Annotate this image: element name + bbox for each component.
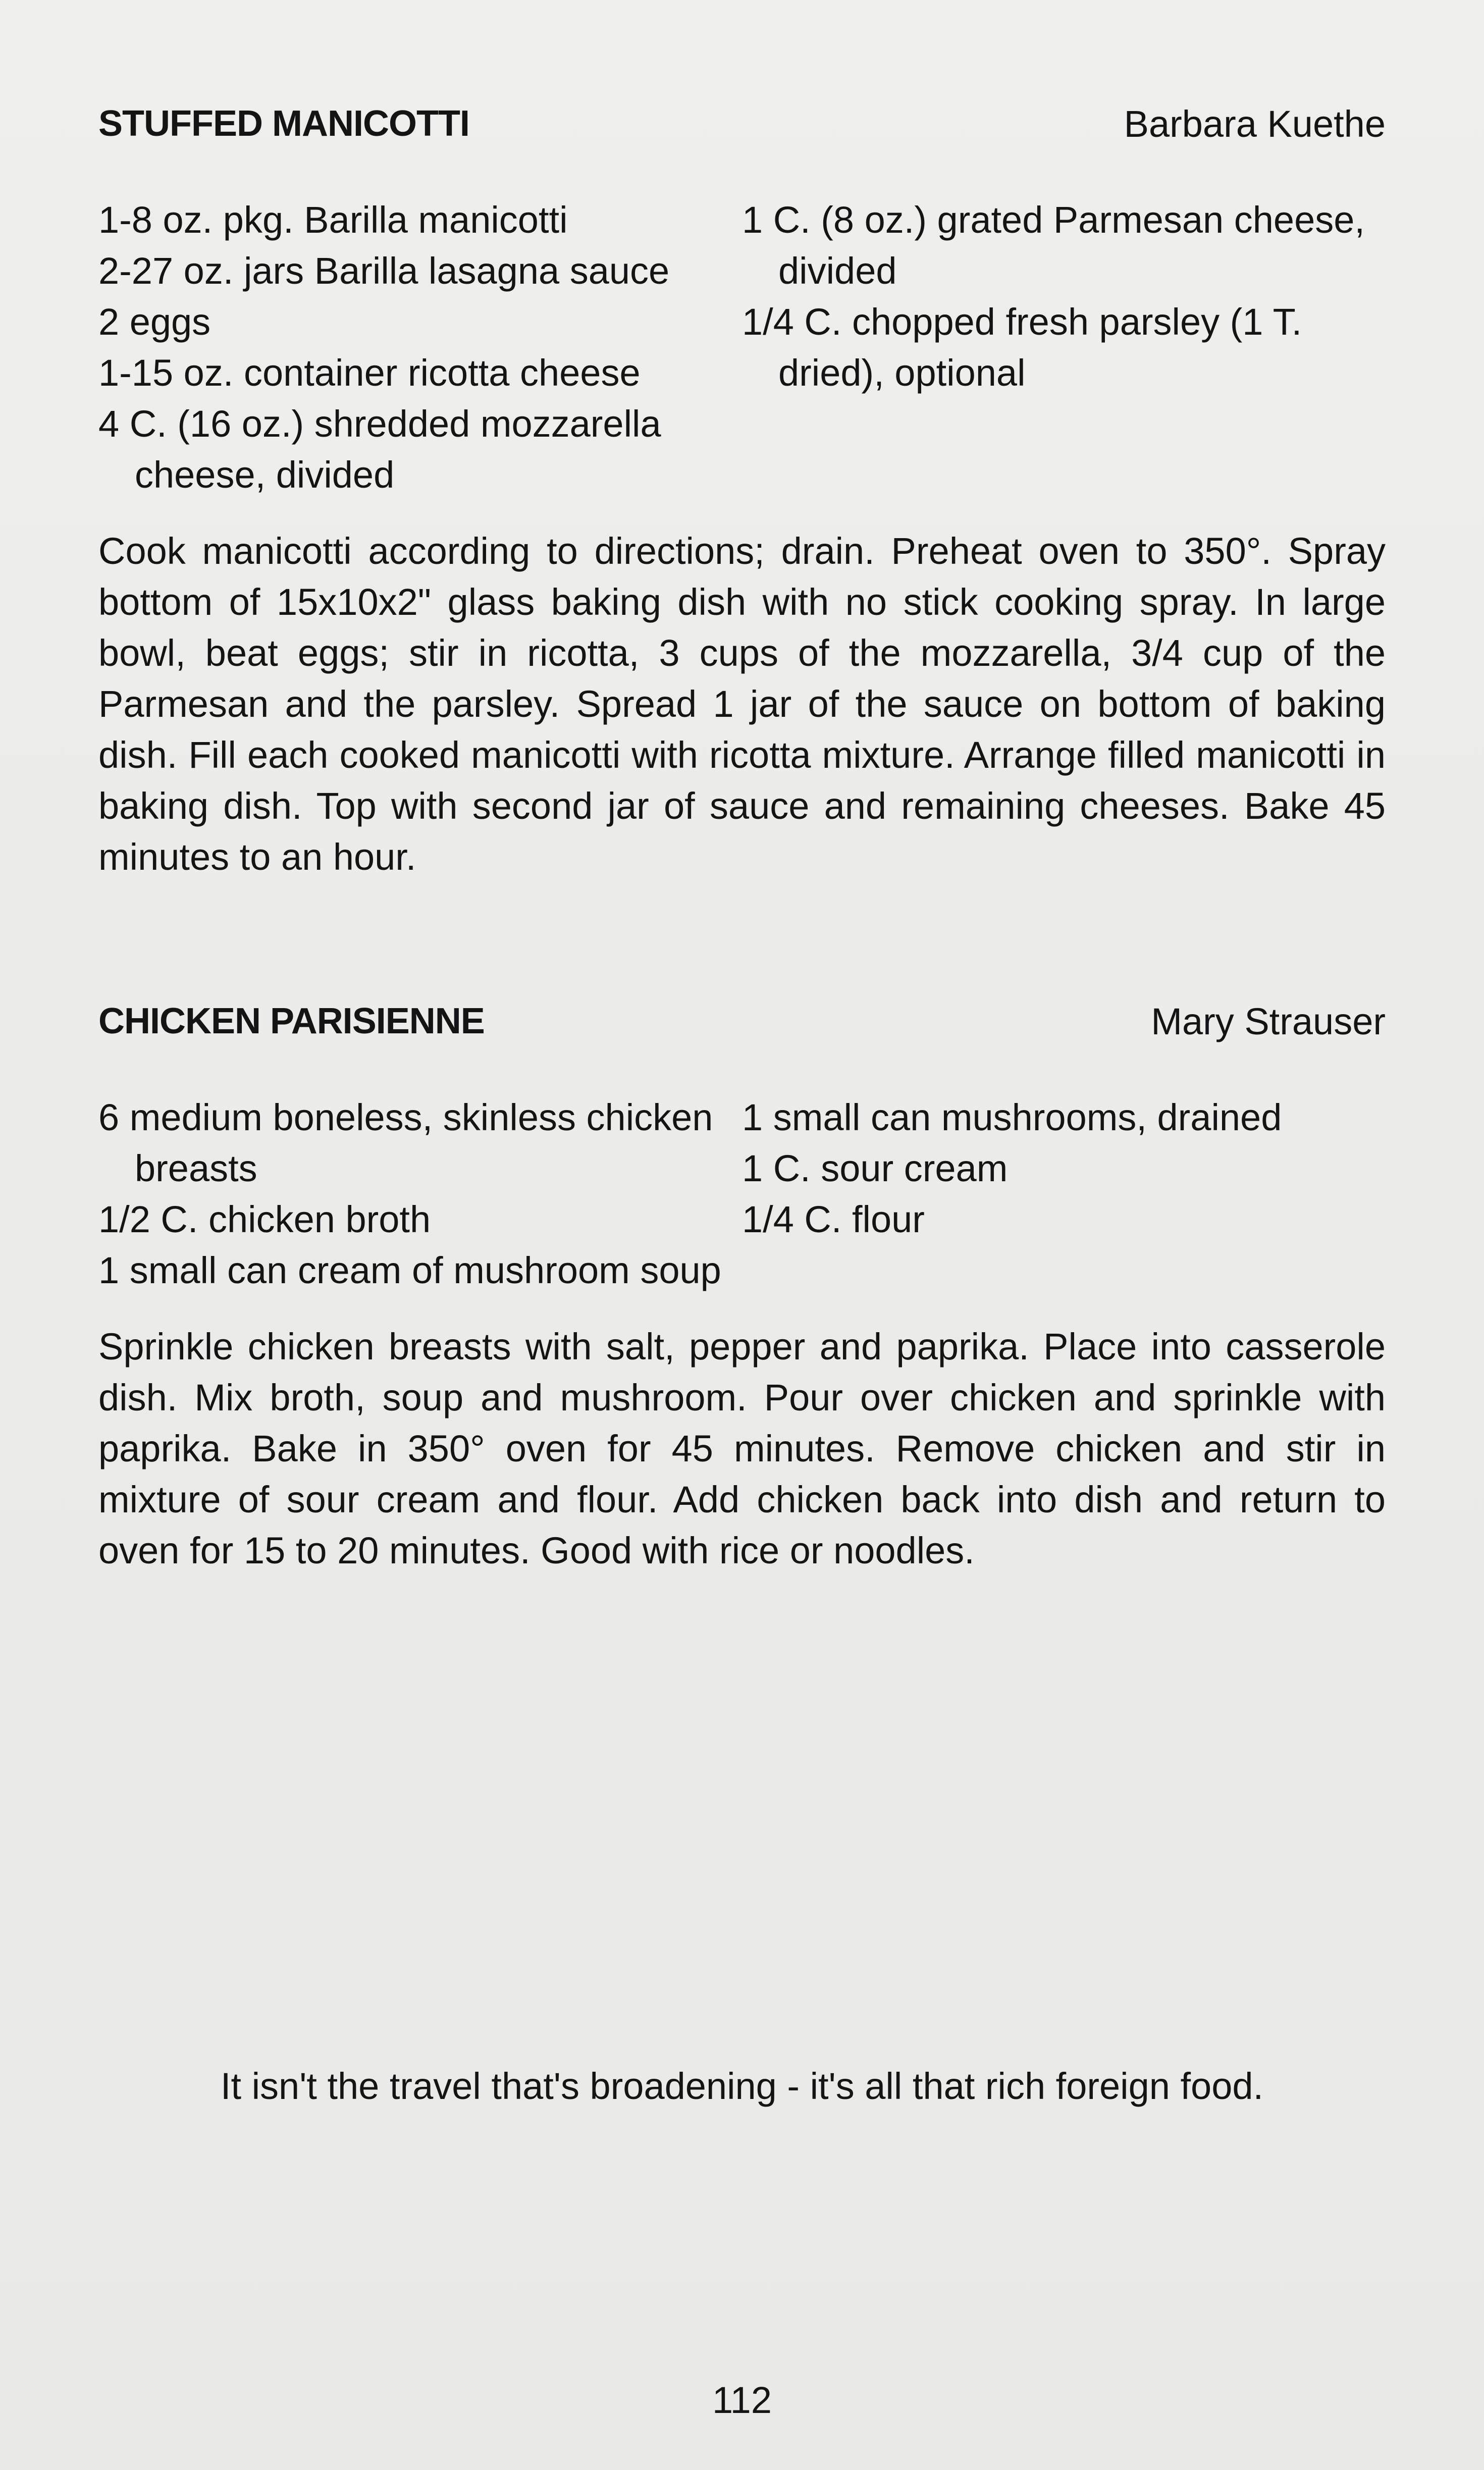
ingredient-item: 1 C. (8 oz.) grated Parmesan cheese, divided: [742, 199, 1365, 292]
ingredient-item: 1/2 C. chicken broth: [98, 1198, 431, 1240]
page-number: 112: [712, 2379, 772, 2421]
recipe-author: Mary Strauser: [1151, 1000, 1386, 1042]
ingredient-item: 4 C. (16 oz.) shredded mozzarella cheese, divided: [98, 403, 661, 496]
ingredient-item: 1 small can mushrooms, drained: [742, 1096, 1282, 1138]
page-content: [98, 96, 1386, 1576]
ingredient-item: 2 eggs: [98, 301, 211, 343]
ingredient-item: 1-15 oz. container ricotta cheese: [98, 352, 641, 394]
ingredient-list: [98, 194, 1386, 500]
recipe-chicken-parisienne: [98, 993, 1386, 1576]
recipe-title: CHICKEN PARISIENNE: [98, 1001, 485, 1041]
footer-quote: It isn't the travel that's broadening - it's all that rich foreign food.: [220, 2065, 1264, 2107]
ingredient-column-right: [742, 1092, 1386, 1296]
recipe-directions: Cook manicotti according to directions; drain. Preheat oven to 350°. Spray bottom of 15x10x2" glass baking dish with no stick cooking spray. In large bowl, beat eggs; stir in ricotta, 3 cups of the mozzarella, 3/4 cup of the Parmesan and the parsley. Spread 1 jar of the sauce on bottom of baking dish. Fill each cooked manicotti with ricotta mixture. Arrange filled manicotti in baking dish. Top with second jar of sauce and remaining cheeses. Bake 45 minutes to an hour.: [98, 530, 1386, 878]
ingredient-item: 1 C. sour cream: [742, 1147, 1008, 1189]
recipe-author: Barbara Kuethe: [1124, 102, 1386, 145]
recipe-title: STUFFED MANICOTTI: [98, 103, 469, 144]
ingredient-item: 1/4 C. chopped fresh parsley (1 T. dried), optional: [742, 301, 1302, 394]
ingredient-item: 2-27 oz. jars Barilla lasagna sauce: [98, 250, 670, 292]
recipe-directions: Sprinkle chicken breasts with salt, pepper and paprika. Place into casserole dish. Mix broth, soup and mushroom. Pour over chicken and sprinkle with paprika. Bake in 350° oven for 45 minutes. Remove chicken and stir in mixture of sour cream and flour. Add chicken back into dish and return to oven for 15 to 20 minutes. Good with rice or noodles.: [98, 1326, 1386, 1571]
ingredient-item: 1 small can cream of mushroom soup: [98, 1249, 721, 1291]
ingredient-list: [98, 1092, 1386, 1296]
ingredient-item: 1/4 C. flour: [742, 1198, 925, 1240]
ingredient-item: 6 medium boneless, skinless chicken breasts: [98, 1096, 713, 1189]
ingredient-column-left: [98, 194, 742, 500]
ingredient-column-right: [742, 194, 1386, 500]
recipe-header: [98, 993, 1386, 1049]
ingredient-column-left: [98, 1092, 742, 1296]
ingredient-item: 1-8 oz. pkg. Barilla manicotti: [98, 199, 568, 241]
recipe-header: [98, 96, 1386, 151]
recipe-stuffed-manicotti: [98, 96, 1386, 882]
